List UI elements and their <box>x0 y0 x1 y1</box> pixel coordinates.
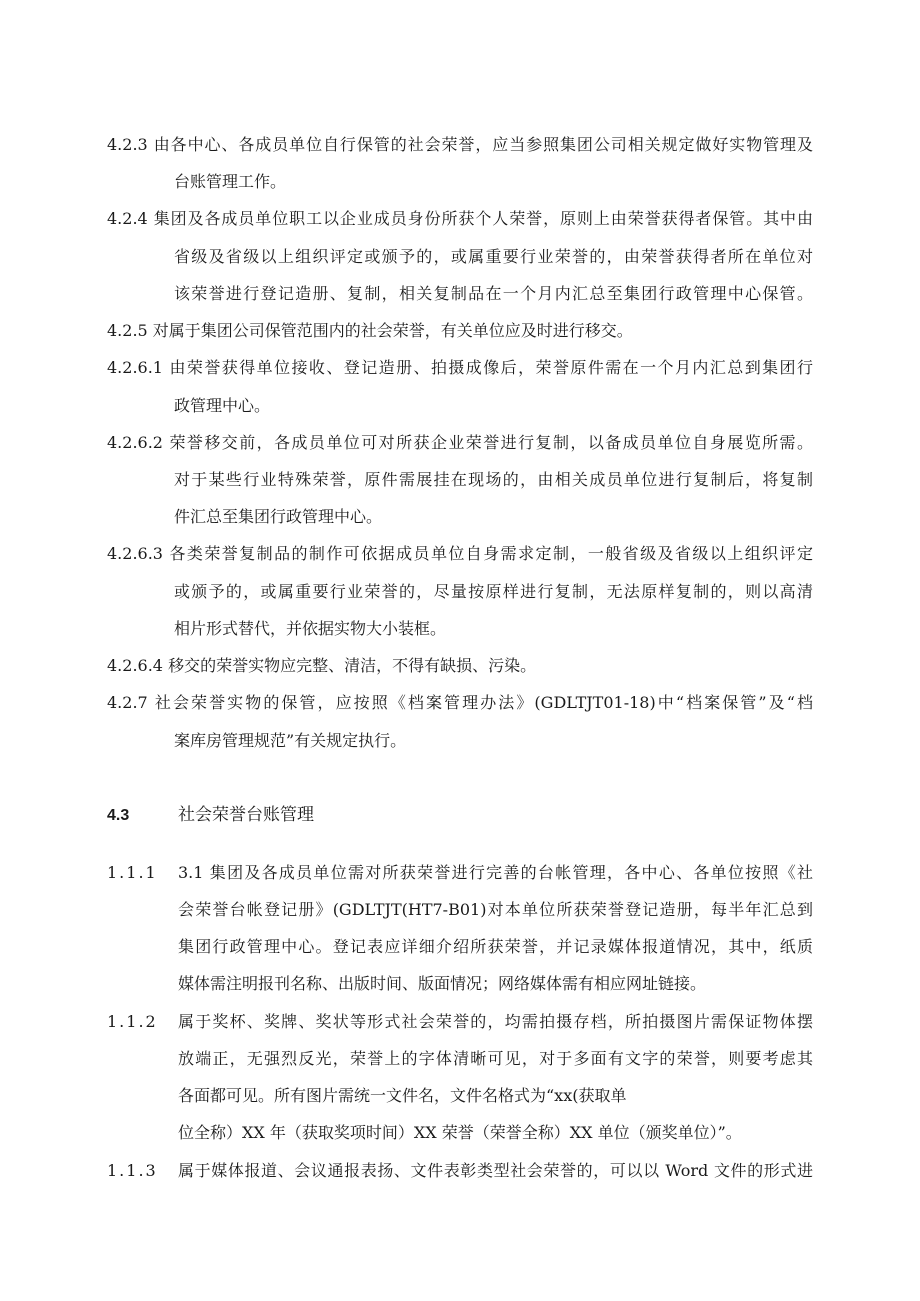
text-line: 3.1 集团及各成员单位需对所获荣誉进行完善的台帐管理，各中心、各单位按照《社 <box>178 863 813 882</box>
text-line: 省级及省级以上组织评定或颁予的，或属重要行业荣誉的，由荣誉获得者所在单位对 <box>174 247 813 266</box>
text-line: 各面都可见。所有图片需统一文件名，文件名格式为“xx(获取单 <box>178 1086 627 1105</box>
text-line: 案库房管理规范”有关规定执行。 <box>174 731 407 750</box>
text-line: 相片形式替代，并依据实物大小装框。 <box>174 619 447 638</box>
text-line: 位全称）XX 年（获取奖项时间）XX 荣誉（荣誉全称）XX 单位（颁奖单位）”。 <box>178 1123 742 1142</box>
item-number: 1.1.2 <box>107 1012 158 1031</box>
text-line: 4.2.6.4 移交的荣誉实物应完整、清洁，不得有缺损、污染。 <box>107 656 537 675</box>
text-line: 媒体需注明报刊名称、出版时间、版面情况；网络媒体需有相应网址链接。 <box>178 974 707 993</box>
text-line: 4.2.6.3 各类荣誉复制品的制作可依据成员单位自身需求定制，一般省级及省级以上组织评定 <box>107 544 813 563</box>
text-line: 会荣誉台帐登记册》(GDLTJT(HT7-B01)对本单位所获荣誉登记造册，每半年汇总到 <box>178 900 813 919</box>
text-line: 4.2.6.2 荣誉移交前，各成员单位可对所获企业荣誉进行复制，以备成员单位自身展览所需。 <box>107 433 813 452</box>
text-line: 或颁予的，或属重要行业荣誉的，尽量按原样进行复制，无法原样复制的，则以高清 <box>174 582 813 601</box>
text-line: 集团行政管理中心。登记表应详细介绍所获荣誉，并记录媒体报道情况，其中，纸质 <box>178 937 813 956</box>
text-line: 4.2.4 集团及各成员单位职工以企业成员身份所获个人荣誉，原则上由荣誉获得者保管。其中由 <box>107 209 813 228</box>
text-line: 4.2.3 由各中心、各成员单位自行保管的社会荣誉，应当参照集团公司相关规定做好实物管理及 <box>107 135 813 154</box>
section-number: 4.3 <box>107 807 130 824</box>
text-line: 放端正，无强烈反光，荣誉上的字体清晰可见，对于多面有文字的荣誉，则要考虑其 <box>178 1049 813 1068</box>
text-line: 件汇总至集团行政管理中心。 <box>174 507 383 526</box>
text-line: 属于媒体报道、会议通报表扬、文件表彰类型社会荣誉的，可以以 Word 文件的形式进 <box>178 1161 813 1180</box>
text-line: 政管理中心。 <box>174 396 271 415</box>
section-title: 社会荣誉台账管理 <box>178 805 314 825</box>
item-number: 1.1.1 <box>107 863 158 882</box>
text-line: 台账管理工作。 <box>174 172 287 191</box>
text-line: 4.2.7 社会荣誉实物的保管，应按照《档案管理办法》(GDLTJT01-18)中“档案保管”及“档 <box>107 693 813 712</box>
text-line: 4.2.6.1 由荣誉获得单位接收、登记造册、拍摄成像后，荣誉原件需在一个月内汇总到集团行 <box>107 358 813 377</box>
text-line: 4.2.5 对属于集团公司保管范围内的社会荣誉，有关单位应及时进行移交。 <box>107 321 633 340</box>
text-line: 该荣誉进行登记造册、复制，相关复制品在一个月内汇总至集团行政管理中心保管。 <box>174 284 813 303</box>
text-line: 属于奖杯、奖牌、奖状等形式社会荣誉的，均需拍摄存档，所拍摄图片需保证物体摆 <box>178 1012 813 1031</box>
text-line: 对于某些行业特殊荣誉，原件需展挂在现场的，由相关成员单位进行复制后，将复制 <box>174 470 813 489</box>
item-number: 1.1.3 <box>107 1161 158 1180</box>
